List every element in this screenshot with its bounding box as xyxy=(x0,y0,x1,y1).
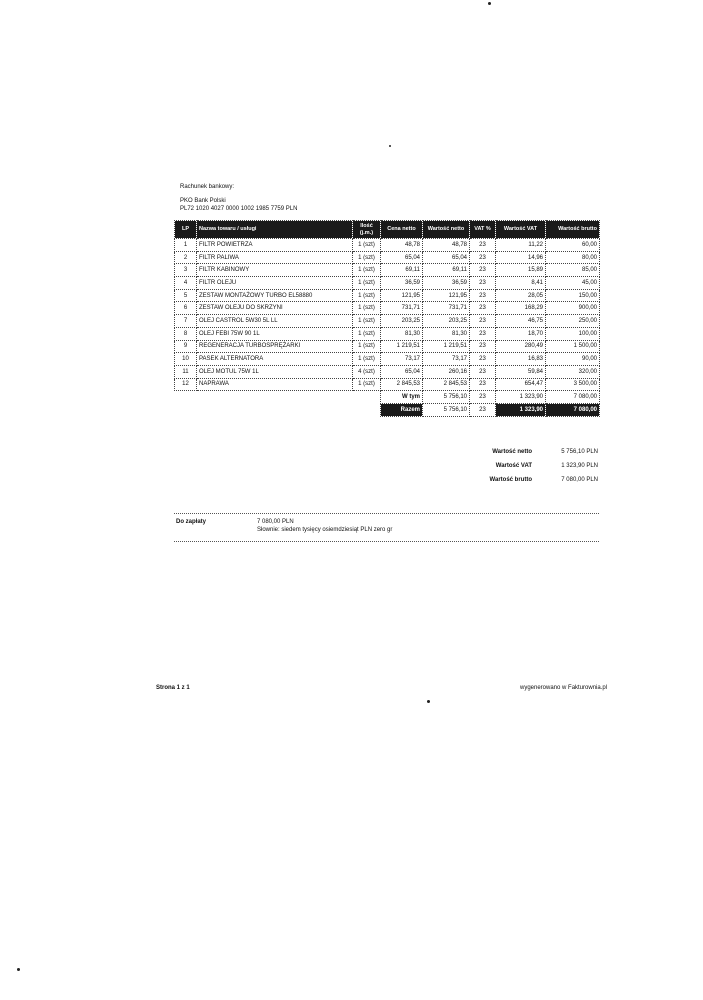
invoice-summary xyxy=(470,449,600,491)
row-net: 1 219,51 xyxy=(423,340,470,353)
row-vat-pct: 23 xyxy=(470,239,496,252)
scan-speck xyxy=(488,2,491,5)
bank-label: Rachunek bankowy: xyxy=(180,184,235,190)
row-gross: 150,00 xyxy=(546,289,600,302)
divider xyxy=(174,541,599,542)
row-qty: 1 (szt) xyxy=(353,315,381,328)
row-vat: 15,89 xyxy=(496,264,546,277)
col-header-lp: LP xyxy=(175,221,197,239)
row-lp: 10 xyxy=(175,353,197,366)
row-lp: 2 xyxy=(175,251,197,264)
table-row xyxy=(175,289,600,302)
row-unit-net: 2 845,53 xyxy=(381,378,423,391)
summary-brutto-label: Wartość brutto xyxy=(489,477,532,483)
row-gross: 1 500,00 xyxy=(546,340,600,353)
row-vat-pct: 23 xyxy=(470,353,496,366)
row-name: FILTR POWIETRZA xyxy=(197,239,353,252)
row-net: 2 845,53 xyxy=(423,378,470,391)
row-qty: 1 (szt) xyxy=(353,378,381,391)
row-lp: 3 xyxy=(175,264,197,277)
row-unit-net: 121,95 xyxy=(381,289,423,302)
razem-brutto: 7 080,00 xyxy=(546,403,600,416)
col-header-vat-pct: VAT % xyxy=(470,221,496,239)
summary-netto-label: Wartość netto xyxy=(492,449,532,455)
razem-vat: 1 323,90 xyxy=(496,403,546,416)
row-name: NAPRAWA xyxy=(197,378,353,391)
row-vat: 280,49 xyxy=(496,340,546,353)
row-name: FILTR OLEJU xyxy=(197,277,353,290)
row-qty: 1 (szt) xyxy=(353,327,381,340)
row-name: PASEK ALTERNATORA xyxy=(197,353,353,366)
row-vat: 8,41 xyxy=(496,277,546,290)
row-qty: 4 (szt) xyxy=(353,365,381,378)
payment-words: Słownie: siedem tysięcy osiemdziesiąt PLN zero gr xyxy=(257,527,393,533)
row-vat: 14,96 xyxy=(496,251,546,264)
table-row xyxy=(175,365,600,378)
razem-row xyxy=(175,403,600,416)
row-name: REGENERACJA TURBOSPRĘŻARKI xyxy=(197,340,353,353)
row-name: ZESTAW MONTAŻOWY TURBO EL58880 xyxy=(197,289,353,302)
table-row xyxy=(175,340,600,353)
row-net: 81,30 xyxy=(423,327,470,340)
w-tym-vat-pct: 23 xyxy=(470,391,496,404)
row-net: 69,11 xyxy=(423,264,470,277)
row-lp: 9 xyxy=(175,340,197,353)
table-header-row xyxy=(175,221,600,239)
row-vat-pct: 23 xyxy=(470,327,496,340)
summary-netto: 5 756,10 PLN xyxy=(561,449,598,455)
w-tym-brutto: 7 080,00 xyxy=(546,391,600,404)
generator-credit: wygenerowano w Fakturownia.pl xyxy=(520,685,608,691)
row-qty: 1 (szt) xyxy=(353,302,381,315)
row-lp: 7 xyxy=(175,315,197,328)
row-vat-pct: 23 xyxy=(470,251,496,264)
row-unit-net: 48,78 xyxy=(381,239,423,252)
w-tym-netto: 5 756,10 xyxy=(423,391,470,404)
row-lp: 6 xyxy=(175,302,197,315)
payment-amount-block xyxy=(257,518,392,534)
bank-name: PKO Bank Polski xyxy=(180,198,226,204)
col-header-gross: Wartość brutto xyxy=(546,221,600,239)
row-qty: 1 (szt) xyxy=(353,264,381,277)
row-name: OLEJ CASTROL 5W30 5L LL xyxy=(197,315,353,328)
row-gross: 900,00 xyxy=(546,302,600,315)
col-header-qty: Ilość (j.m.) xyxy=(353,221,381,239)
row-net: 73,17 xyxy=(423,353,470,366)
row-lp: 1 xyxy=(175,239,197,252)
row-vat: 28,05 xyxy=(496,289,546,302)
razem-label: Razem xyxy=(381,403,423,416)
scan-speck xyxy=(427,700,430,703)
table-row xyxy=(175,302,600,315)
row-vat-pct: 23 xyxy=(470,302,496,315)
row-lp: 12 xyxy=(175,378,197,391)
row-gross: 60,00 xyxy=(546,239,600,252)
row-net: 731,71 xyxy=(423,302,470,315)
table-row xyxy=(175,327,600,340)
row-vat-pct: 23 xyxy=(470,378,496,391)
invoice-items-table xyxy=(174,220,600,417)
row-lp: 8 xyxy=(175,327,197,340)
table-row xyxy=(175,315,600,328)
table-row xyxy=(175,251,600,264)
row-vat: 46,75 xyxy=(496,315,546,328)
row-name: FILTR PALIWA xyxy=(197,251,353,264)
col-header-unit-net: Cena netto xyxy=(381,221,423,239)
table-row xyxy=(175,264,600,277)
w-tym-row xyxy=(175,391,600,404)
row-vat: 18,70 xyxy=(496,327,546,340)
row-gross: 90,00 xyxy=(546,353,600,366)
scan-speck xyxy=(17,968,20,971)
row-gross: 320,00 xyxy=(546,365,600,378)
row-unit-net: 731,71 xyxy=(381,302,423,315)
col-header-net: Wartość netto xyxy=(423,221,470,239)
summary-vat: 1 323,90 PLN xyxy=(561,463,598,469)
row-unit-net: 81,30 xyxy=(381,327,423,340)
w-tym-vat: 1 323,90 xyxy=(496,391,546,404)
row-vat: 11,22 xyxy=(496,239,546,252)
payment-label-block xyxy=(176,518,206,526)
row-unit-net: 65,04 xyxy=(381,251,423,264)
col-header-name: Nazwa towaru / usługi xyxy=(197,221,353,239)
row-vat: 654,47 xyxy=(496,378,546,391)
row-net: 65,04 xyxy=(423,251,470,264)
bank-account: PL72 1020 4027 0000 1002 1985 7759 PLN xyxy=(180,206,298,212)
row-qty: 1 (szt) xyxy=(353,239,381,252)
row-net: 36,59 xyxy=(423,277,470,290)
row-net: 121,95 xyxy=(423,289,470,302)
row-net: 203,25 xyxy=(423,315,470,328)
payment-amount: 7 080,00 PLN xyxy=(257,519,294,525)
row-vat-pct: 23 xyxy=(470,315,496,328)
row-unit-net: 65,04 xyxy=(381,365,423,378)
row-gross: 45,00 xyxy=(546,277,600,290)
divider xyxy=(174,513,599,514)
row-qty: 1 (szt) xyxy=(353,251,381,264)
row-qty: 1 (szt) xyxy=(353,277,381,290)
row-unit-net: 36,59 xyxy=(381,277,423,290)
row-qty: 1 (szt) xyxy=(353,353,381,366)
col-header-vat: Wartość VAT xyxy=(496,221,546,239)
payment-label: Do zapłaty xyxy=(176,519,207,525)
row-gross: 85,00 xyxy=(546,264,600,277)
w-tym-label: W tym xyxy=(381,391,423,404)
row-unit-net: 69,11 xyxy=(381,264,423,277)
row-lp: 11 xyxy=(175,365,197,378)
row-unit-net: 203,25 xyxy=(381,315,423,328)
summary-brutto: 7 080,00 PLN xyxy=(561,477,598,483)
row-unit-net: 73,17 xyxy=(381,353,423,366)
row-net: 48,78 xyxy=(423,239,470,252)
row-gross: 100,00 xyxy=(546,327,600,340)
row-name: OLEJ FEBI 75W 90 1L xyxy=(197,327,353,340)
row-name: ZESTAW OLEJU DO SKRZYNI xyxy=(197,302,353,315)
row-unit-net: 1 219,51 xyxy=(381,340,423,353)
row-vat-pct: 23 xyxy=(470,264,496,277)
row-vat: 16,83 xyxy=(496,353,546,366)
row-name: OLEJ MOTUL 75W 1L xyxy=(197,365,353,378)
table-row xyxy=(175,353,600,366)
table-row xyxy=(175,239,600,252)
row-vat: 168,29 xyxy=(496,302,546,315)
row-vat: 59,84 xyxy=(496,365,546,378)
row-lp: 5 xyxy=(175,289,197,302)
row-lp: 4 xyxy=(175,277,197,290)
table-row xyxy=(175,378,600,391)
row-gross: 80,00 xyxy=(546,251,600,264)
row-vat-pct: 23 xyxy=(470,340,496,353)
razem-vat-pct: 23 xyxy=(470,403,496,416)
summary-vat-label: Wartość VAT xyxy=(495,463,532,469)
row-qty: 1 (szt) xyxy=(353,289,381,302)
row-net: 260,16 xyxy=(423,365,470,378)
row-gross: 3 500,00 xyxy=(546,378,600,391)
page-number: Strona 1 z 1 xyxy=(156,685,190,691)
row-qty: 1 (szt) xyxy=(353,340,381,353)
row-vat-pct: 23 xyxy=(470,277,496,290)
razem-netto: 5 756,10 xyxy=(423,403,470,416)
table-row xyxy=(175,277,600,290)
row-gross: 250,00 xyxy=(546,315,600,328)
row-vat-pct: 23 xyxy=(470,365,496,378)
row-name: FILTR KABINOWY xyxy=(197,264,353,277)
row-vat-pct: 23 xyxy=(470,289,496,302)
scan-speck xyxy=(389,145,391,147)
bank-info xyxy=(180,183,380,213)
